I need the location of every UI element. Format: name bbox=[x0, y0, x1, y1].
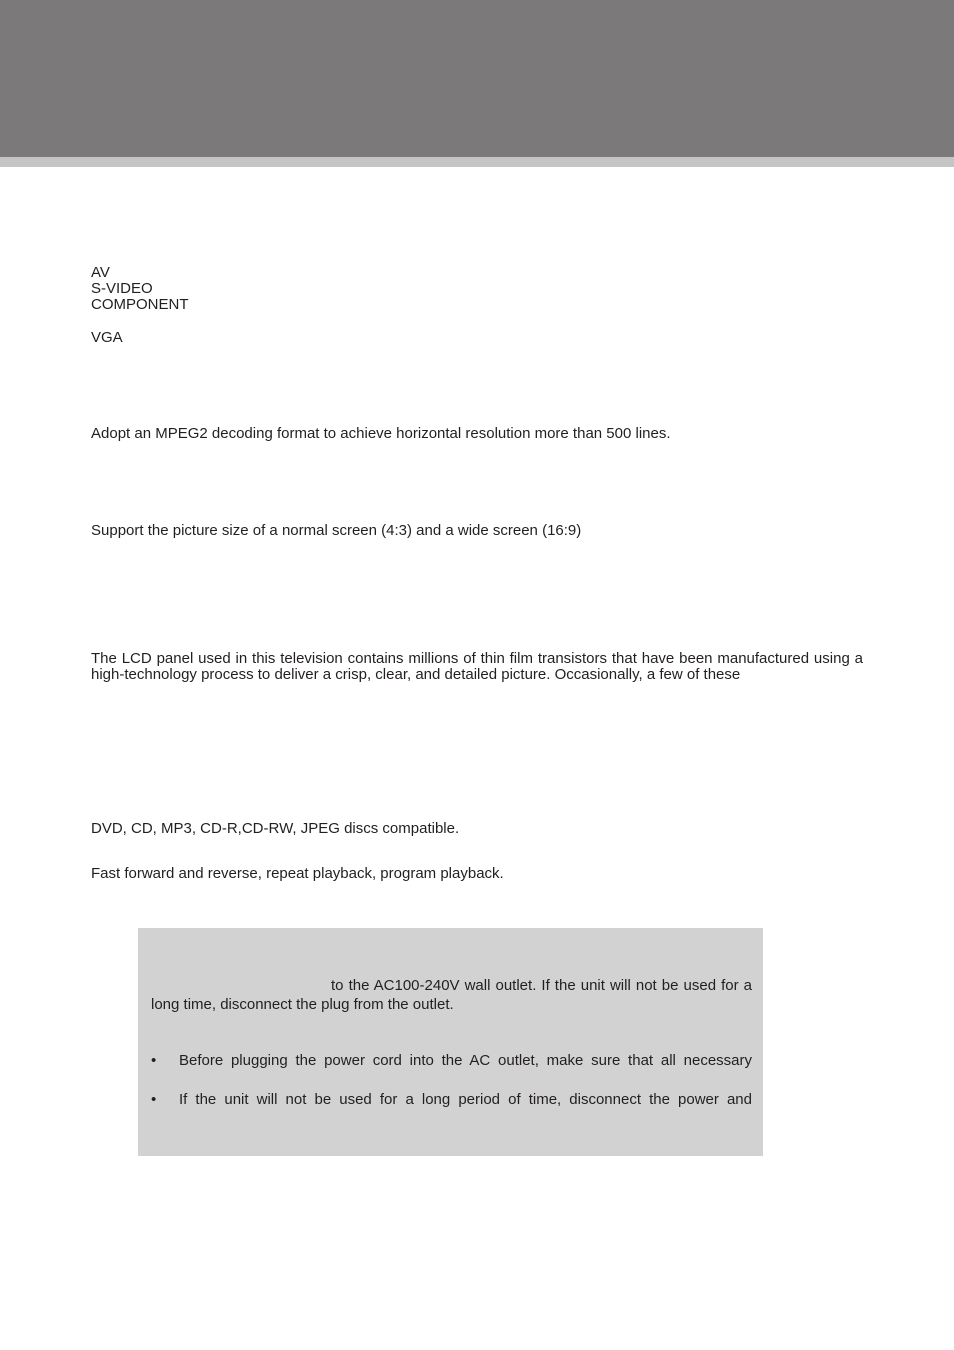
bullet-symbol: • bbox=[151, 1052, 157, 1069]
input-source-list bbox=[91, 265, 189, 346]
notice-bullet-item bbox=[151, 1051, 752, 1070]
input-item-av: AV bbox=[91, 264, 110, 281]
mpeg-description: Adopt an MPEG2 decoding format to achieve horizontal resolution more than 500 lines. bbox=[91, 425, 671, 442]
disc-compatibility-text: DVD, CD, MP3, CD-R,CD-RW, JPEG discs compatible. bbox=[91, 820, 460, 837]
list-spacer bbox=[91, 313, 189, 330]
picture-size-description: Support the picture size of a normal screen (4:3) and a wide screen (16:9) bbox=[91, 522, 582, 539]
power-notice-text: to the AC100-240V wall outlet. If the unit will not be used for a long time, disconnect the plug from the outlet. bbox=[151, 977, 752, 1013]
bullet-text: Before plugging the power cord into the AC outlet, make sure that all necessary bbox=[179, 1052, 752, 1069]
lcd-panel-paragraph: The LCD panel used in this television contains millions of thin film transistors that have been manufactured using a high-technology process to deliver a crisp, clear, and detailed picture. Occasionally, a few of these bbox=[91, 651, 863, 683]
header-strip bbox=[0, 157, 954, 167]
bullet-text: If the unit will not be used for a long period of time, disconnect the power and bbox=[179, 1091, 752, 1108]
header-band bbox=[0, 0, 954, 157]
input-item-component: COMPONENT bbox=[91, 296, 189, 313]
playback-features-text: Fast forward and reverse, repeat playback, program playback. bbox=[91, 865, 504, 882]
input-item-s-video: S-VIDEO bbox=[91, 280, 153, 297]
power-notice-box bbox=[138, 928, 763, 1156]
notice-bullet-item bbox=[151, 1090, 752, 1109]
input-item-vga: VGA bbox=[91, 329, 123, 346]
bullet-symbol: • bbox=[151, 1091, 157, 1108]
